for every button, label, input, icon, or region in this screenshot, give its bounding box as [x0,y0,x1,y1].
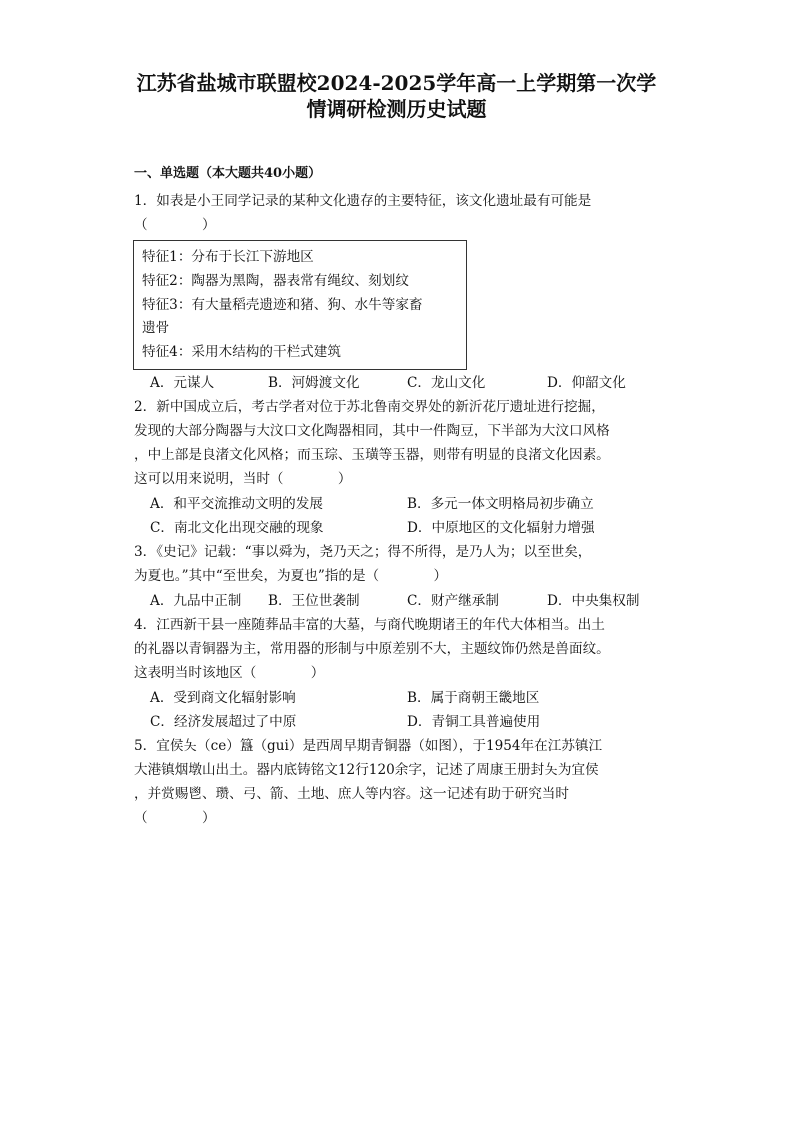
q1-option-a: A．元谋人 [150,375,215,391]
q2-option-a: A．和平交流推动文明的发展 [150,496,323,512]
q3-option-b: B．王位世袭制 [268,593,360,609]
q3-option-a: A．九品中正制 [150,593,242,609]
q5-stem-line-2: 大港镇烟墩山出土。器内底铸铭文12行120余字，记述了周康王册封夨为宜侯 [134,762,599,778]
q2-stem-line-4: 这可以用来说明，当时（ ） [134,471,352,487]
exam-title-line-1: 江苏省盐城市联盟校2024-2025学年高一上学期第一次学 [136,71,657,95]
q4-option-c: C．经济发展超过了中原 [150,714,297,730]
q2-option-c: C．南北文化出现交融的现象 [150,520,324,536]
q1-option-b: B．河姆渡文化 [268,375,360,391]
q4-option-a: A．受到商文化辐射影响 [150,690,296,706]
q2-option-d: D．中原地区的文化辐射力增强 [407,520,595,536]
q4-stem-line-1: 4．江西新干县一座随葬品丰富的大墓，与商代晚期诸王的年代大体相当。出土 [134,617,605,633]
q1-feature-3: 特征3：有大量稻壳遗迹和猪、狗、水牛等家畜 [142,297,423,313]
q1-option-c: C．龙山文化 [407,375,486,391]
q4-option-d: D．青铜工具普遍使用 [407,714,541,730]
q3-stem-line-2: 为夏也。”其中“至世矣，为夏也”指的是（ ） [134,568,448,584]
q1-stem-line-1: 1．如表是小王同学记录的某种文化遗存的主要特征，该文化遗址最有可能是 [134,193,592,209]
q1-stem-line-2: （ ） [134,217,216,233]
q1-feature-1: 特征1：分布于长江下游地区 [142,249,314,265]
q4-stem-line-3: 这表明当时该地区（ ） [134,665,325,681]
q4-option-b: B．属于商朝王畿地区 [407,690,540,706]
q3-option-c: C．财产继承制 [407,593,499,609]
exam-title-line-2: 情调研检测历史试题 [306,97,487,121]
q5-stem-line-3: ，并赏赐鬯、瓒、弓、箭、土地、庶人等内容。这一记述有助于研究当时 [134,786,569,802]
q2-option-b: B．多元一体文明格局初步确立 [407,496,594,512]
section-heading: 一、单选题（本大题共40小题） [134,166,322,181]
q1-feature-2: 特征2：陶器为黑陶，器表常有绳纹、刻划纹 [142,273,409,289]
q5-stem-line-1: 5．宜侯夨（ce）簋（gui）是西周早期青铜器（如图），于1954年在江苏镇江 [134,738,603,754]
q1-feature-4: 特征4：采用木结构的干栏式建筑 [142,344,341,360]
q1-option-d: D．仰韶文化 [547,375,626,391]
q1-feature-3-cont: 遗骨 [142,320,170,336]
q3-stem-line-1: 3．《史记》记载：“事以舜为，尧乃天之；得不所得，是乃人为；以至世矣， [134,544,592,560]
q2-stem-line-2: 发现的大部分陶器与大汶口文化陶器相同，其中一件陶豆，下半部为大汶口风格 [134,423,610,439]
q2-stem-line-3: ，中上部是良渚文化风格；而玉琮、玉璜等玉器，则带有明显的良渚文化因素。 [134,447,610,463]
q4-stem-line-2: 的礼器以青铜器为主，常用器的形制与中原差别不大，主题纹饰仍然是兽面纹。 [134,641,610,657]
q2-stem-line-1: 2．新中国成立后，考古学者对位于苏北鲁南交界处的新沂花厅遗址进行挖掘， [134,399,605,415]
q3-option-d: D．中央集权制 [547,593,640,609]
q5-stem-line-4: （ ） [134,810,216,826]
